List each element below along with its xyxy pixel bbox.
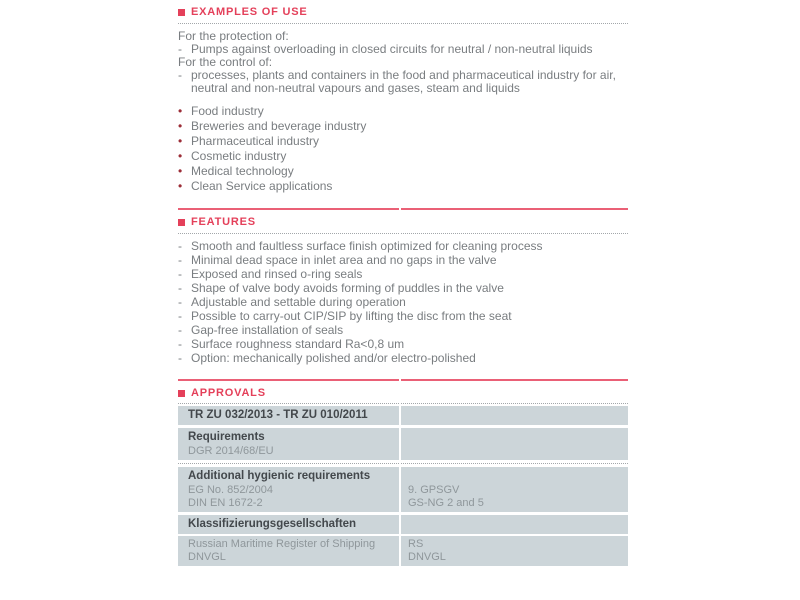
feature-text: Option: mechanically polished and/or electro-polished <box>191 351 476 365</box>
table-value: RS <box>408 538 424 550</box>
table-title: TR ZU 032/2013 - TR ZU 010/2011 <box>188 409 368 421</box>
rule-segment <box>401 233 628 234</box>
rule-segment <box>401 208 628 210</box>
text-line <box>178 69 628 95</box>
bullet-text: Clean Service applications <box>191 179 333 193</box>
feature-text: Possible to carry-out CIP/SIP by lifting the disc from the seat <box>191 309 512 323</box>
bullet-text: Medical technology <box>191 164 294 178</box>
feature-item <box>178 309 628 323</box>
dotted-divider <box>178 463 628 464</box>
bullet-item <box>178 179 628 194</box>
red-rule <box>178 208 628 210</box>
feature-text: Shape of valve body avoids forming of puddles in the valve <box>191 281 504 295</box>
title-spacer <box>408 469 624 484</box>
rule-segment <box>401 463 628 464</box>
dash-marker: - <box>178 253 182 267</box>
bullet-icon: • <box>178 119 183 133</box>
feature-text: Surface roughness standard Ra<0,8 um <box>191 337 405 351</box>
rule-segment <box>401 403 628 404</box>
table-title: Requirements <box>188 431 265 443</box>
bullet-item <box>178 134 628 149</box>
dash-marker: - <box>178 309 182 323</box>
table-band-classification-data <box>178 536 628 566</box>
table-value: 9. GPSGV <box>408 484 460 496</box>
feature-item <box>178 253 628 267</box>
bullet-text: Cosmetic industry <box>191 149 287 163</box>
features-list <box>178 239 628 365</box>
dash-marker: - <box>178 295 182 309</box>
rule-segment <box>401 23 628 24</box>
approvals-table <box>178 406 628 566</box>
dash-marker: - <box>178 337 182 351</box>
rule-segment <box>178 233 399 234</box>
table-title: Klassifizierungsgesellschaften <box>188 518 357 530</box>
feature-text: Smooth and faultless surface finish optimized for cleaning process <box>191 239 543 253</box>
text: processes, plants and containers in the food and pharmaceutical industry for air, neutral and non-neutral vapours and gases, steam and liquids <box>191 68 616 95</box>
table-cell-left <box>178 467 399 512</box>
feature-item <box>178 337 628 351</box>
dash-marker: - <box>178 351 182 365</box>
table-value: Russian Maritime Register of Shipping <box>188 538 376 550</box>
feature-text: Exposed and rinsed o-ring seals <box>191 267 363 281</box>
bullet-item <box>178 119 628 134</box>
rule-segment <box>178 379 399 381</box>
section-header-features <box>178 216 628 229</box>
text: Pumps against overloading in closed circuits for neutral / non-neutral liquids <box>191 42 593 56</box>
section-title-examples-of-use: EXAMPLES OF USE <box>191 6 308 18</box>
feature-item <box>178 281 628 295</box>
table-value: DNVGL <box>188 551 226 563</box>
table-value: GS-NG 2 and 5 <box>408 497 484 509</box>
table-value: DGR 2014/68/EU <box>188 445 274 457</box>
bullet-icon: • <box>178 164 183 178</box>
section-header-approvals <box>178 387 628 400</box>
rule-segment <box>178 23 399 24</box>
bullet-text: Breweries and beverage industry <box>191 119 367 133</box>
section-title-features: FEATURES <box>191 216 256 228</box>
feature-text: Minimal dead space in inlet area and no gaps in the valve <box>191 253 497 267</box>
red-rule <box>178 379 628 381</box>
text: For the control of: <box>178 55 273 69</box>
table-cell-left <box>178 515 399 534</box>
rule-segment <box>178 208 399 210</box>
feature-text: Gap-free installation of seals <box>191 323 344 337</box>
feature-item <box>178 295 628 309</box>
rule-segment <box>178 403 399 404</box>
dotted-divider <box>178 23 628 24</box>
bullet-icon: • <box>178 134 183 148</box>
text: For the protection of: <box>178 29 289 43</box>
bullet-item <box>178 149 628 164</box>
bullet-text: Food industry <box>191 104 264 118</box>
table-cell-right <box>401 536 628 566</box>
feature-item <box>178 323 628 337</box>
dash-marker: - <box>178 42 182 56</box>
dotted-divider <box>178 233 628 234</box>
dash-marker: - <box>178 68 182 82</box>
table-title: Additional hygienic requirements <box>188 470 371 482</box>
table-cell-right <box>401 467 628 512</box>
table-cell-right <box>401 428 628 460</box>
red-square-icon <box>178 9 185 16</box>
dash-marker: - <box>178 239 182 253</box>
rule-segment <box>178 463 399 464</box>
feature-item <box>178 267 628 281</box>
table-value: DNVGL <box>408 551 446 563</box>
red-square-icon <box>178 390 185 397</box>
examples-intro-list <box>178 30 628 95</box>
bullet-item <box>178 164 628 179</box>
table-band-requirements <box>178 428 628 460</box>
table-cell-right <box>401 406 628 425</box>
bullet-icon: • <box>178 179 183 193</box>
dash-marker: - <box>178 281 182 295</box>
section-title-approvals: APPROVALS <box>191 387 266 399</box>
industries-bullet-list <box>178 104 628 194</box>
table-band-classification-header <box>178 515 628 534</box>
feature-text: Adjustable and settable during operation <box>191 295 406 309</box>
feature-item <box>178 351 628 365</box>
dotted-divider <box>178 403 628 404</box>
table-value: DIN EN 1672-2 <box>188 497 263 509</box>
table-cell-left <box>178 536 399 566</box>
table-band-tr-zu <box>178 406 628 425</box>
table-value: EG No. 852/2004 <box>188 484 274 496</box>
dash-marker: - <box>178 267 182 281</box>
table-cell-left <box>178 406 399 425</box>
feature-item <box>178 239 628 253</box>
page-content <box>178 0 628 566</box>
section-header-examples-of-use <box>178 6 628 19</box>
bullet-icon: • <box>178 149 183 163</box>
red-square-icon <box>178 219 185 226</box>
bullet-item <box>178 104 628 119</box>
bullet-text: Pharmaceutical industry <box>191 134 320 148</box>
bullet-icon: • <box>178 104 183 118</box>
table-cell-left <box>178 428 399 460</box>
table-band-hygienic <box>178 467 628 512</box>
dash-marker: - <box>178 323 182 337</box>
table-cell-right <box>401 515 628 534</box>
rule-segment <box>401 379 628 381</box>
